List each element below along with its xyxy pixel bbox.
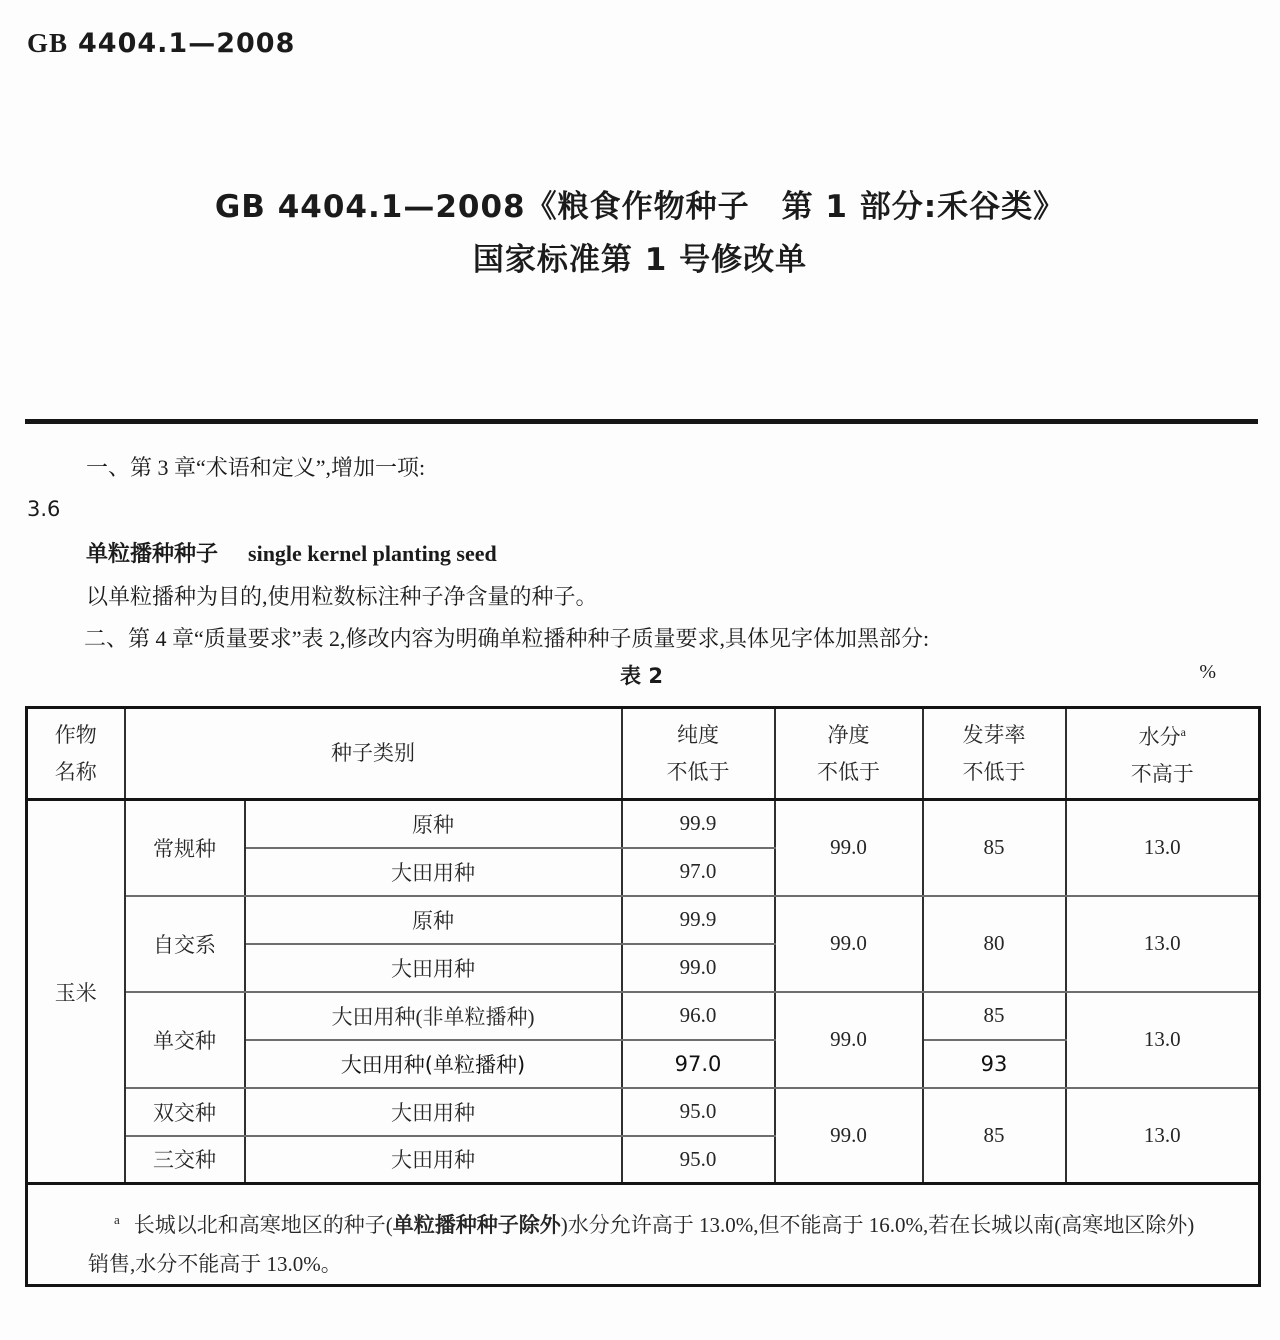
table-header-row	[27, 708, 1260, 800]
cell-moisture: 13.0	[1066, 1088, 1260, 1184]
doc-code-number: 4404.1—2008	[78, 28, 296, 59]
col-header-seed-category: 种子类别	[125, 708, 622, 800]
cell-moisture: 13.0	[1066, 800, 1260, 896]
term-english: single kernel planting seed	[248, 541, 497, 566]
term-definition-heading	[86, 539, 497, 570]
term-chinese: 单粒播种种子	[86, 542, 219, 567]
cell-purity: 97.0	[622, 848, 775, 896]
quality-requirements-table	[25, 706, 1261, 1287]
table-footnote-cell	[27, 1184, 1260, 1286]
table-row-conventional-origin	[27, 800, 1260, 848]
section-1-text: 一、第 3 章“术语和定义”,增加一项:	[86, 455, 426, 480]
table-caption: 表 2	[620, 664, 663, 688]
col-header-purity: 纯度 不低于	[622, 708, 775, 800]
col-header-moisture: 水分$^a$ 不高于	[1066, 708, 1260, 800]
cell-germination-bold: 93	[923, 1040, 1066, 1088]
cell-group-three-way-cross: 三交种	[125, 1136, 245, 1184]
clause-number: 3.6	[27, 497, 61, 521]
cell-type: 大田用种	[245, 848, 622, 896]
cell-purity: 99.0	[622, 944, 775, 992]
cell-cleanness: 99.0	[775, 992, 923, 1088]
cell-type: 大田用种	[245, 1088, 622, 1136]
table-unit-percent: %	[1199, 661, 1216, 683]
cell-type: 原种	[245, 896, 622, 944]
doc-title-line1: GB 4404.1—2008《粮食作物种子 第 1 部分:禾谷类》	[214, 189, 1066, 225]
cell-group-inbred: 自交系	[125, 896, 245, 992]
cell-group-double-cross: 双交种	[125, 1088, 245, 1136]
cell-type: 大田用种(非单粒播种)	[245, 992, 622, 1040]
cell-type: 大田用种	[245, 1136, 622, 1184]
cell-type: 原种	[245, 800, 622, 848]
horizontal-rule	[25, 419, 1258, 424]
col-header-cleanness: 净度 不低于	[775, 708, 923, 800]
term-definition-body: 以单粒播种为目的,使用粒数标注种子净含量的种子。	[86, 584, 598, 609]
moisture-footnote-marker: a	[1180, 725, 1186, 739]
col-header-crop-name: 作物 名称	[27, 708, 125, 800]
cell-moisture: 13.0	[1066, 896, 1260, 992]
section-2-text: 二、第 4 章“质量要求”表 2,修改内容为明确单粒播种种子质量要求,具体见字体加黑部分:	[84, 626, 930, 651]
table-row-double-cross	[27, 1088, 1260, 1136]
cell-purity-bold: 97.0	[622, 1040, 775, 1088]
table-caption-row	[25, 660, 1258, 694]
cell-cleanness: 99.0	[775, 1088, 923, 1184]
cell-germination: 80	[923, 896, 1066, 992]
cell-germination: 85	[923, 800, 1066, 896]
cell-purity: 99.9	[622, 896, 775, 944]
cell-germination: 85	[923, 1088, 1066, 1184]
cell-moisture: 13.0	[1066, 992, 1260, 1088]
cell-type: 大田用种	[245, 944, 622, 992]
cell-cleanness: 99.0	[775, 896, 923, 992]
table-row-single-cross-nonkernel	[27, 992, 1260, 1040]
table-footnote-row	[27, 1184, 1260, 1286]
cell-cleanness: 99.0	[775, 800, 923, 896]
cell-purity: 99.9	[622, 800, 775, 848]
table-row-inbred-origin	[27, 896, 1260, 944]
footnote-bold-segment: 单粒播种种子除外	[392, 1213, 561, 1237]
cell-germination: 85	[923, 992, 1066, 1040]
cell-group-conventional: 常规种	[125, 800, 245, 896]
doc-code-prefix: GB	[27, 28, 69, 58]
col-header-germination: 发芽率 不低于	[923, 708, 1066, 800]
cell-group-single-cross: 单交种	[125, 992, 245, 1088]
footnote-marker: a	[114, 1212, 120, 1227]
cell-type-bold: 大田用种(单粒播种)	[245, 1040, 622, 1088]
cell-purity: 95.0	[622, 1088, 775, 1136]
doc-title-line2: 国家标准第 1 号修改单	[472, 242, 808, 278]
cell-crop-maize: 玉米	[27, 800, 125, 1184]
cell-purity: 95.0	[622, 1136, 775, 1184]
cell-purity: 96.0	[622, 992, 775, 1040]
footnote-text: $^a$ 长城以北和高寒地区的种子(单粒播种种子除外)水分允许高于 13.0%,但不能高于 16.0%,若在长城以南(高寒地区除外)销售,水分不能高于 13.0%。	[88, 1212, 1195, 1276]
doc-code	[27, 28, 295, 59]
doc-title	[0, 181, 1280, 287]
